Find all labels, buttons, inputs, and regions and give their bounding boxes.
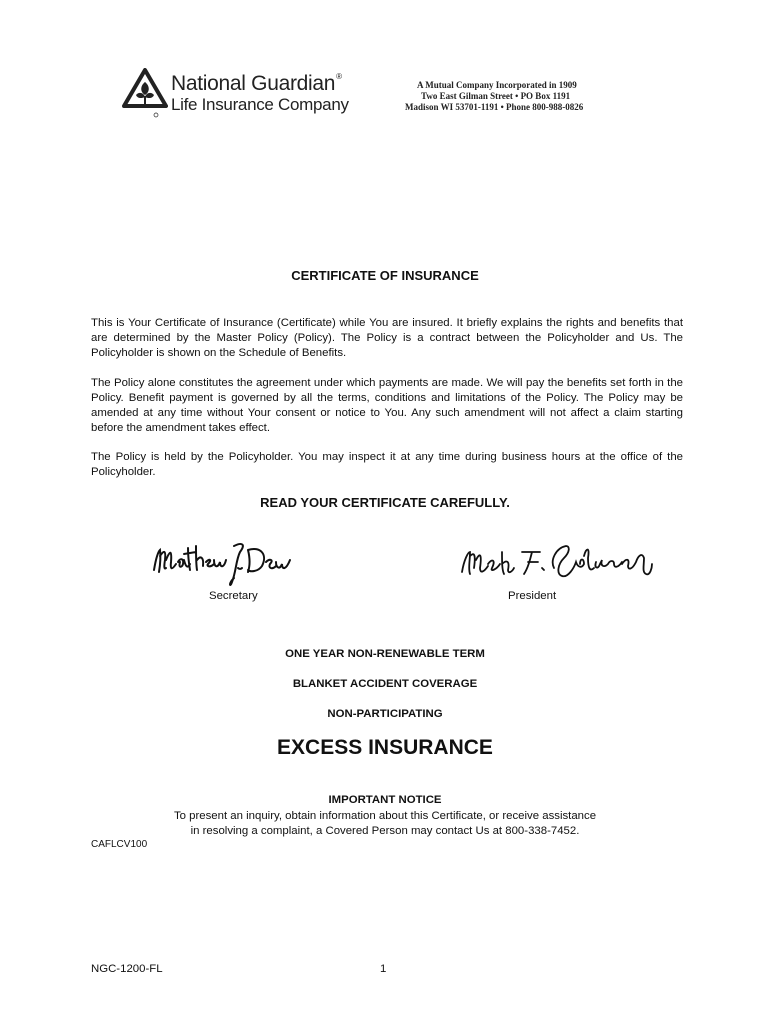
- coverage-line: BLANKET ACCIDENT COVERAGE: [292, 678, 478, 690]
- company-info-line: Two East Gilman Street • PO Box 1191: [421, 91, 571, 101]
- paragraph-policy-held: The Policy is held by the Policyholder. You may inspect it at any time during business hours at the office of the Policyholder.: [91, 451, 683, 478]
- company-info-line: A Mutual Company Incorporated in 1909: [417, 80, 577, 90]
- notice-line: To present an inquiry, obtain information about this Certificate, or receive assistance: [173, 810, 597, 822]
- president-label: President: [508, 590, 557, 602]
- document-title: CERTIFICATE OF INSURANCE: [291, 268, 479, 283]
- company-address-block: [405, 80, 605, 113]
- company-info-line: Madison WI 53701-1191 • Phone 800-988-0826: [405, 102, 584, 112]
- important-notice-title: IMPORTANT NOTICE: [328, 794, 442, 806]
- form-code: CAFLCV100: [91, 839, 148, 850]
- logo-name-line2: Life Insurance Company: [171, 95, 349, 114]
- footer-form-number: NGC-1200-FL: [91, 963, 163, 975]
- participation-line: NON-PARTICIPATING: [327, 708, 443, 720]
- company-logo: [122, 68, 362, 120]
- secretary-label: Secretary: [209, 590, 258, 602]
- paragraph-certificate-intro: This is Your Certificate of Insurance (Certificate) while You are insured. It briefly explains the rights and benefits that are determined by the Master Policy (Policy). The Policy is a contract between the Policyholder and Us. The Policyholder is shown on the Schedule of Benefits.: [91, 317, 683, 359]
- page-number: 1: [380, 963, 387, 975]
- paragraph-policy-agreement: The Policy alone constitutes the agreement under which payments are made. We will pay the benefits set forth in the Policy. Benefit payment is governed by all the terms, conditions and limitations of the Policy. The Policy may be amended at any time without Your consent or notice to You. Any such amendment will not affect a claim starting before the amendment takes effect.: [91, 377, 683, 434]
- secretary-signature: [150, 538, 300, 590]
- president-signature: [458, 538, 658, 588]
- read-carefully-heading: READ YOUR CERTIFICATE CAREFULLY.: [260, 495, 510, 510]
- logo-name-line1: National Guardian®: [171, 72, 342, 95]
- leaf-triangle-logo-icon: [122, 68, 168, 120]
- term-line: ONE YEAR NON-RENEWABLE TERM: [285, 648, 485, 660]
- notice-line: in resolving a complaint, a Covered Person may contact Us at 800-338-7452.: [190, 825, 580, 837]
- important-notice-body: [0, 809, 770, 839]
- excess-insurance-heading: EXCESS INSURANCE: [277, 736, 493, 759]
